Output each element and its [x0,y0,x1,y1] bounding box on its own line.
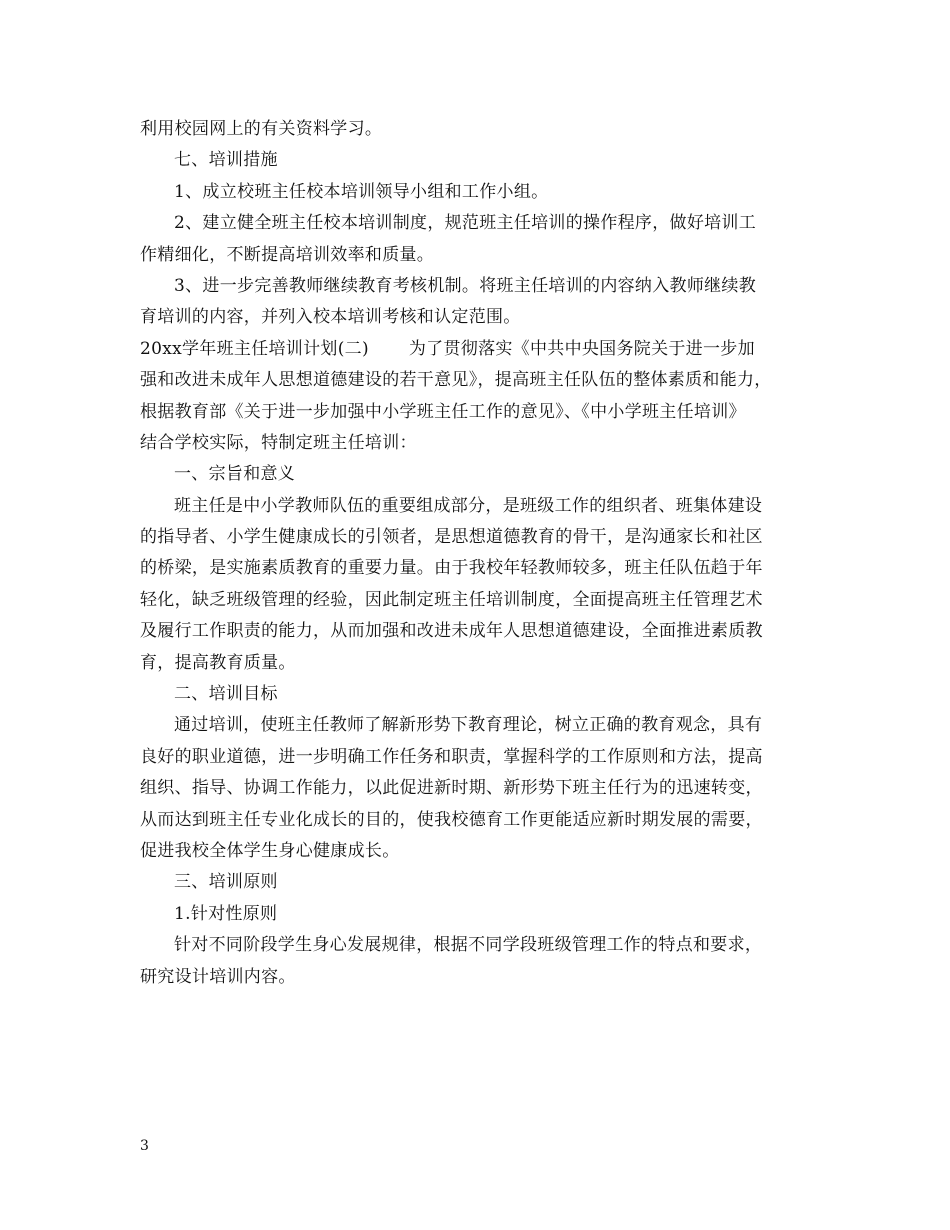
section-heading-purpose: 一、宗旨和意义 [174,464,296,485]
plan-title-line [140,334,820,365]
subheading-targeting-principle: 1.针对性原则 [174,903,278,924]
text-line-9: 强和改进未成年人思想道德建设的若干意见》，提高班主任队伍的整体素质和能力， [140,370,772,391]
text-line-24: 促进我校全体学生身心健康成长。 [140,840,400,861]
text-line-17: 及履行工作职责的能力，从而加强和改进未成年人思想道德建设，全面推进素质教 [140,621,763,642]
document-body [140,114,820,993]
section-heading-principles: 三、培训原则 [174,872,278,893]
text-line-22: 组织、指导、协调工作能力，以此促进新时期、新形势下班主任行为的迅速转变， [140,778,763,799]
text-line-6: 3、进一步完善教师继续教育考核机制。将班主任培训的内容纳入教师继续教 [174,275,757,296]
text-line-11: 结合学校实际，特制定班主任培训： [140,432,417,453]
text-line-7: 育培训的内容，并列入校本培训考核和认定范围。 [140,307,521,328]
text-line-14: 的指导者、小学生健康成长的引领者，是思想道德教育的骨干，是沟通家长和社区 [140,527,763,548]
text-line-13: 班主任是中小学教师队伍的重要组成部分，是班级工作的组织者、班集体建设 [174,495,763,516]
text-line-18: 育，提高教育质量。 [140,652,296,673]
text-line-21: 良好的职业道德，进一步明确工作任务和职责，掌握科学的工作原则和方法，提高 [140,746,763,767]
section-heading-measures: 七、培训措施 [174,150,278,171]
text-line-5: 作精细化，不断提高培训效率和质量。 [140,244,435,265]
text-line-28: 研究设计培训内容。 [140,966,296,987]
text-line-16: 轻化，缺乏班级管理的经验，因此制定班主任培训制度，全面提高班主任管理艺术 [140,589,763,610]
text-line-10: 根据教育部《关于进一步加强中小学班主任工作的意见》、《中小学班主任培训》 [140,401,746,422]
section-heading-goals: 二、培训目标 [174,684,278,705]
text-line-3: 1、成立校班主任校本培训领导小组和工作小组。 [174,181,549,202]
page-number: 3 [140,1138,149,1154]
text-line-27: 针对不同阶段学生身心发展规律，根据不同学段班级管理工作的特点和要求， [174,935,763,956]
text-line-15: 的桥梁，是实施素质教育的重要力量。由于我校年轻教师较多，班主任队伍趋于年 [140,558,763,579]
text-line-4: 2、建立健全班主任校本培训制度，规范班主任培训的操作程序，做好培训工 [174,213,757,234]
text-line-20: 通过培训，使班主任教师了解新形势下教育理论，树立正确的教育观念，具有 [174,715,763,736]
text-line-1: 利用校园网上的有关资料学习。 [140,119,383,139]
plan-intro: 为了贯彻落实《中共中央国务院关于进一步加 [408,338,755,359]
text-line-23: 从而达到班主任专业化成长的目的，使我校德育工作更能适应新时期发展的需要， [140,809,763,830]
plan-title: 20xx学年班主任培训计划(二) [140,338,369,359]
